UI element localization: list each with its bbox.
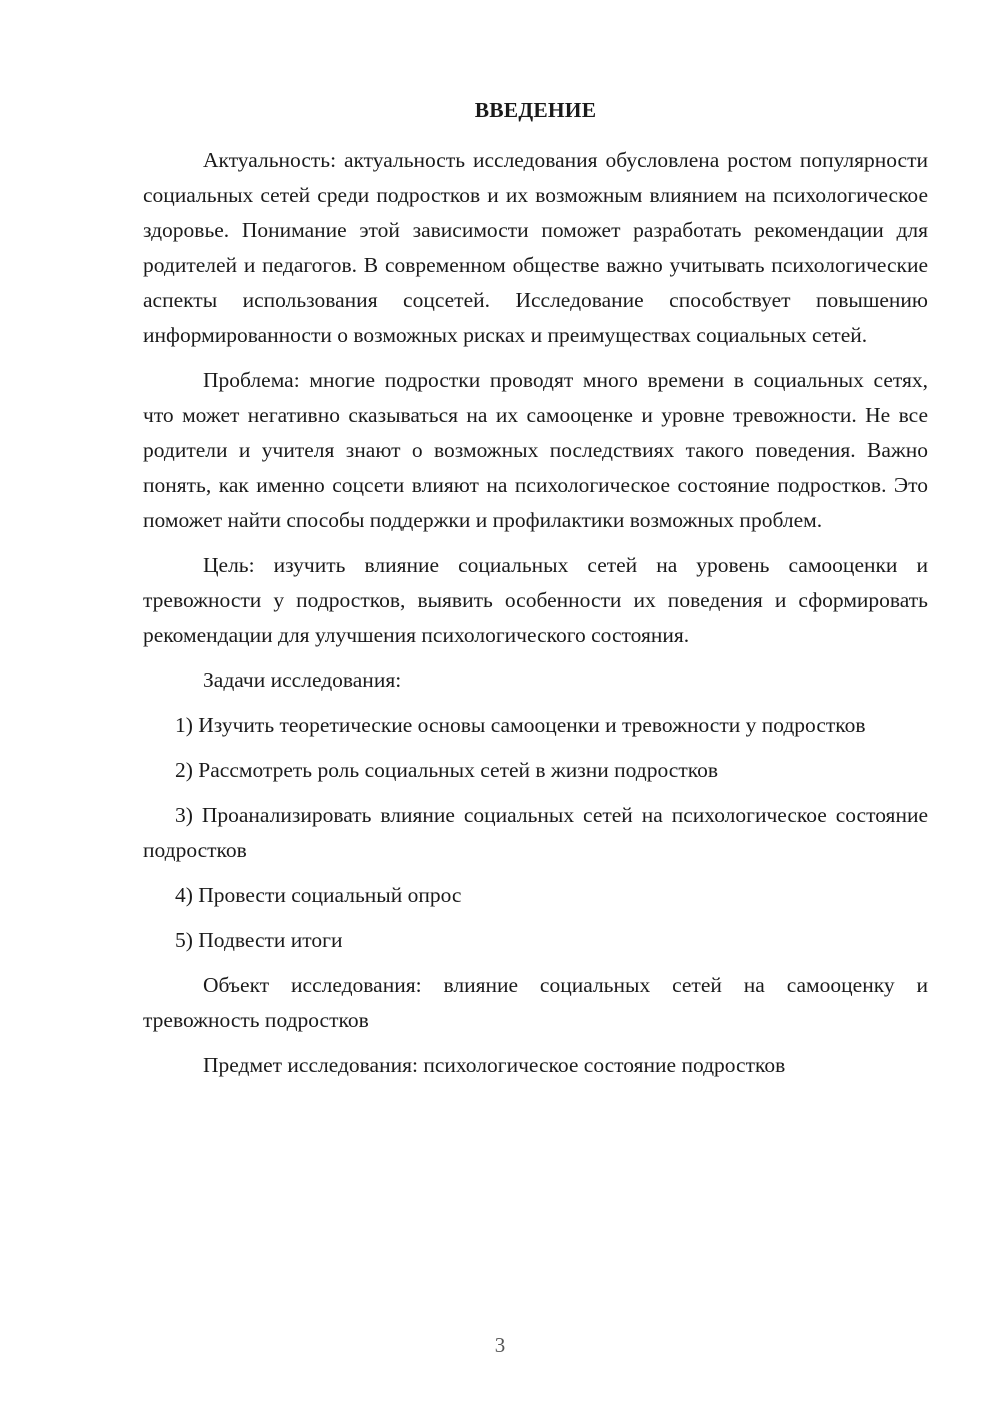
paragraph-object: Объект исследования: влияние социальных сетей на самооценку и тревожность подростков	[143, 973, 928, 1032]
document-page	[143, 95, 928, 1083]
paragraph-relevance: Актуальность: актуальность исследования обусловлена ростом популярности социальных сетей среди подростков и их возможным влиянием на психологическое здоровье. Понимание этой зависимости поможет разработать рекомендации для родителей и педагогов. В современном обществе важно учитывать психологические аспекты использования соцсетей. Исследование способствует повышению информированности о возможных рисках и преимуществах социальных сетей.	[143, 148, 928, 347]
list-item: 1) Изучить теоретические основы самооценки и тревожности у подростков	[175, 713, 866, 737]
page-number: 3	[494, 1333, 506, 1357]
tasks-heading: Задачи исследования:	[203, 668, 402, 692]
page-title: ВВЕДЕНИЕ	[474, 98, 597, 122]
paragraph-subject: Предмет исследования: психологическое состояние подростков	[203, 1053, 786, 1077]
list-item: 4) Провести социальный опрос	[175, 883, 462, 907]
list-item: 2) Рассмотреть роль социальных сетей в жизни подростков	[175, 758, 718, 782]
paragraph-problem: Проблема: многие подростки проводят много времени в социальных сетях, что может негативно сказываться на их самооценке и уровне тревожности. Не все родители и учителя знают о возможных последствиях такого поведения. Важно понять, как именно соцсети влияют на психологическое состояние подростков. Это поможет найти способы поддержки и профилактики возможных проблем.	[143, 368, 928, 532]
list-item: 5) Подвести итоги	[175, 928, 343, 952]
paragraph-goal: Цель: изучить влияние социальных сетей на уровень самооценки и тревожности у подростков, выявить особенности их поведения и сформировать рекомендации для улучшения психологического состояния.	[143, 553, 928, 647]
list-item: 3) Проанализировать влияние социальных сетей на психологическое состояние подростков	[143, 803, 928, 862]
